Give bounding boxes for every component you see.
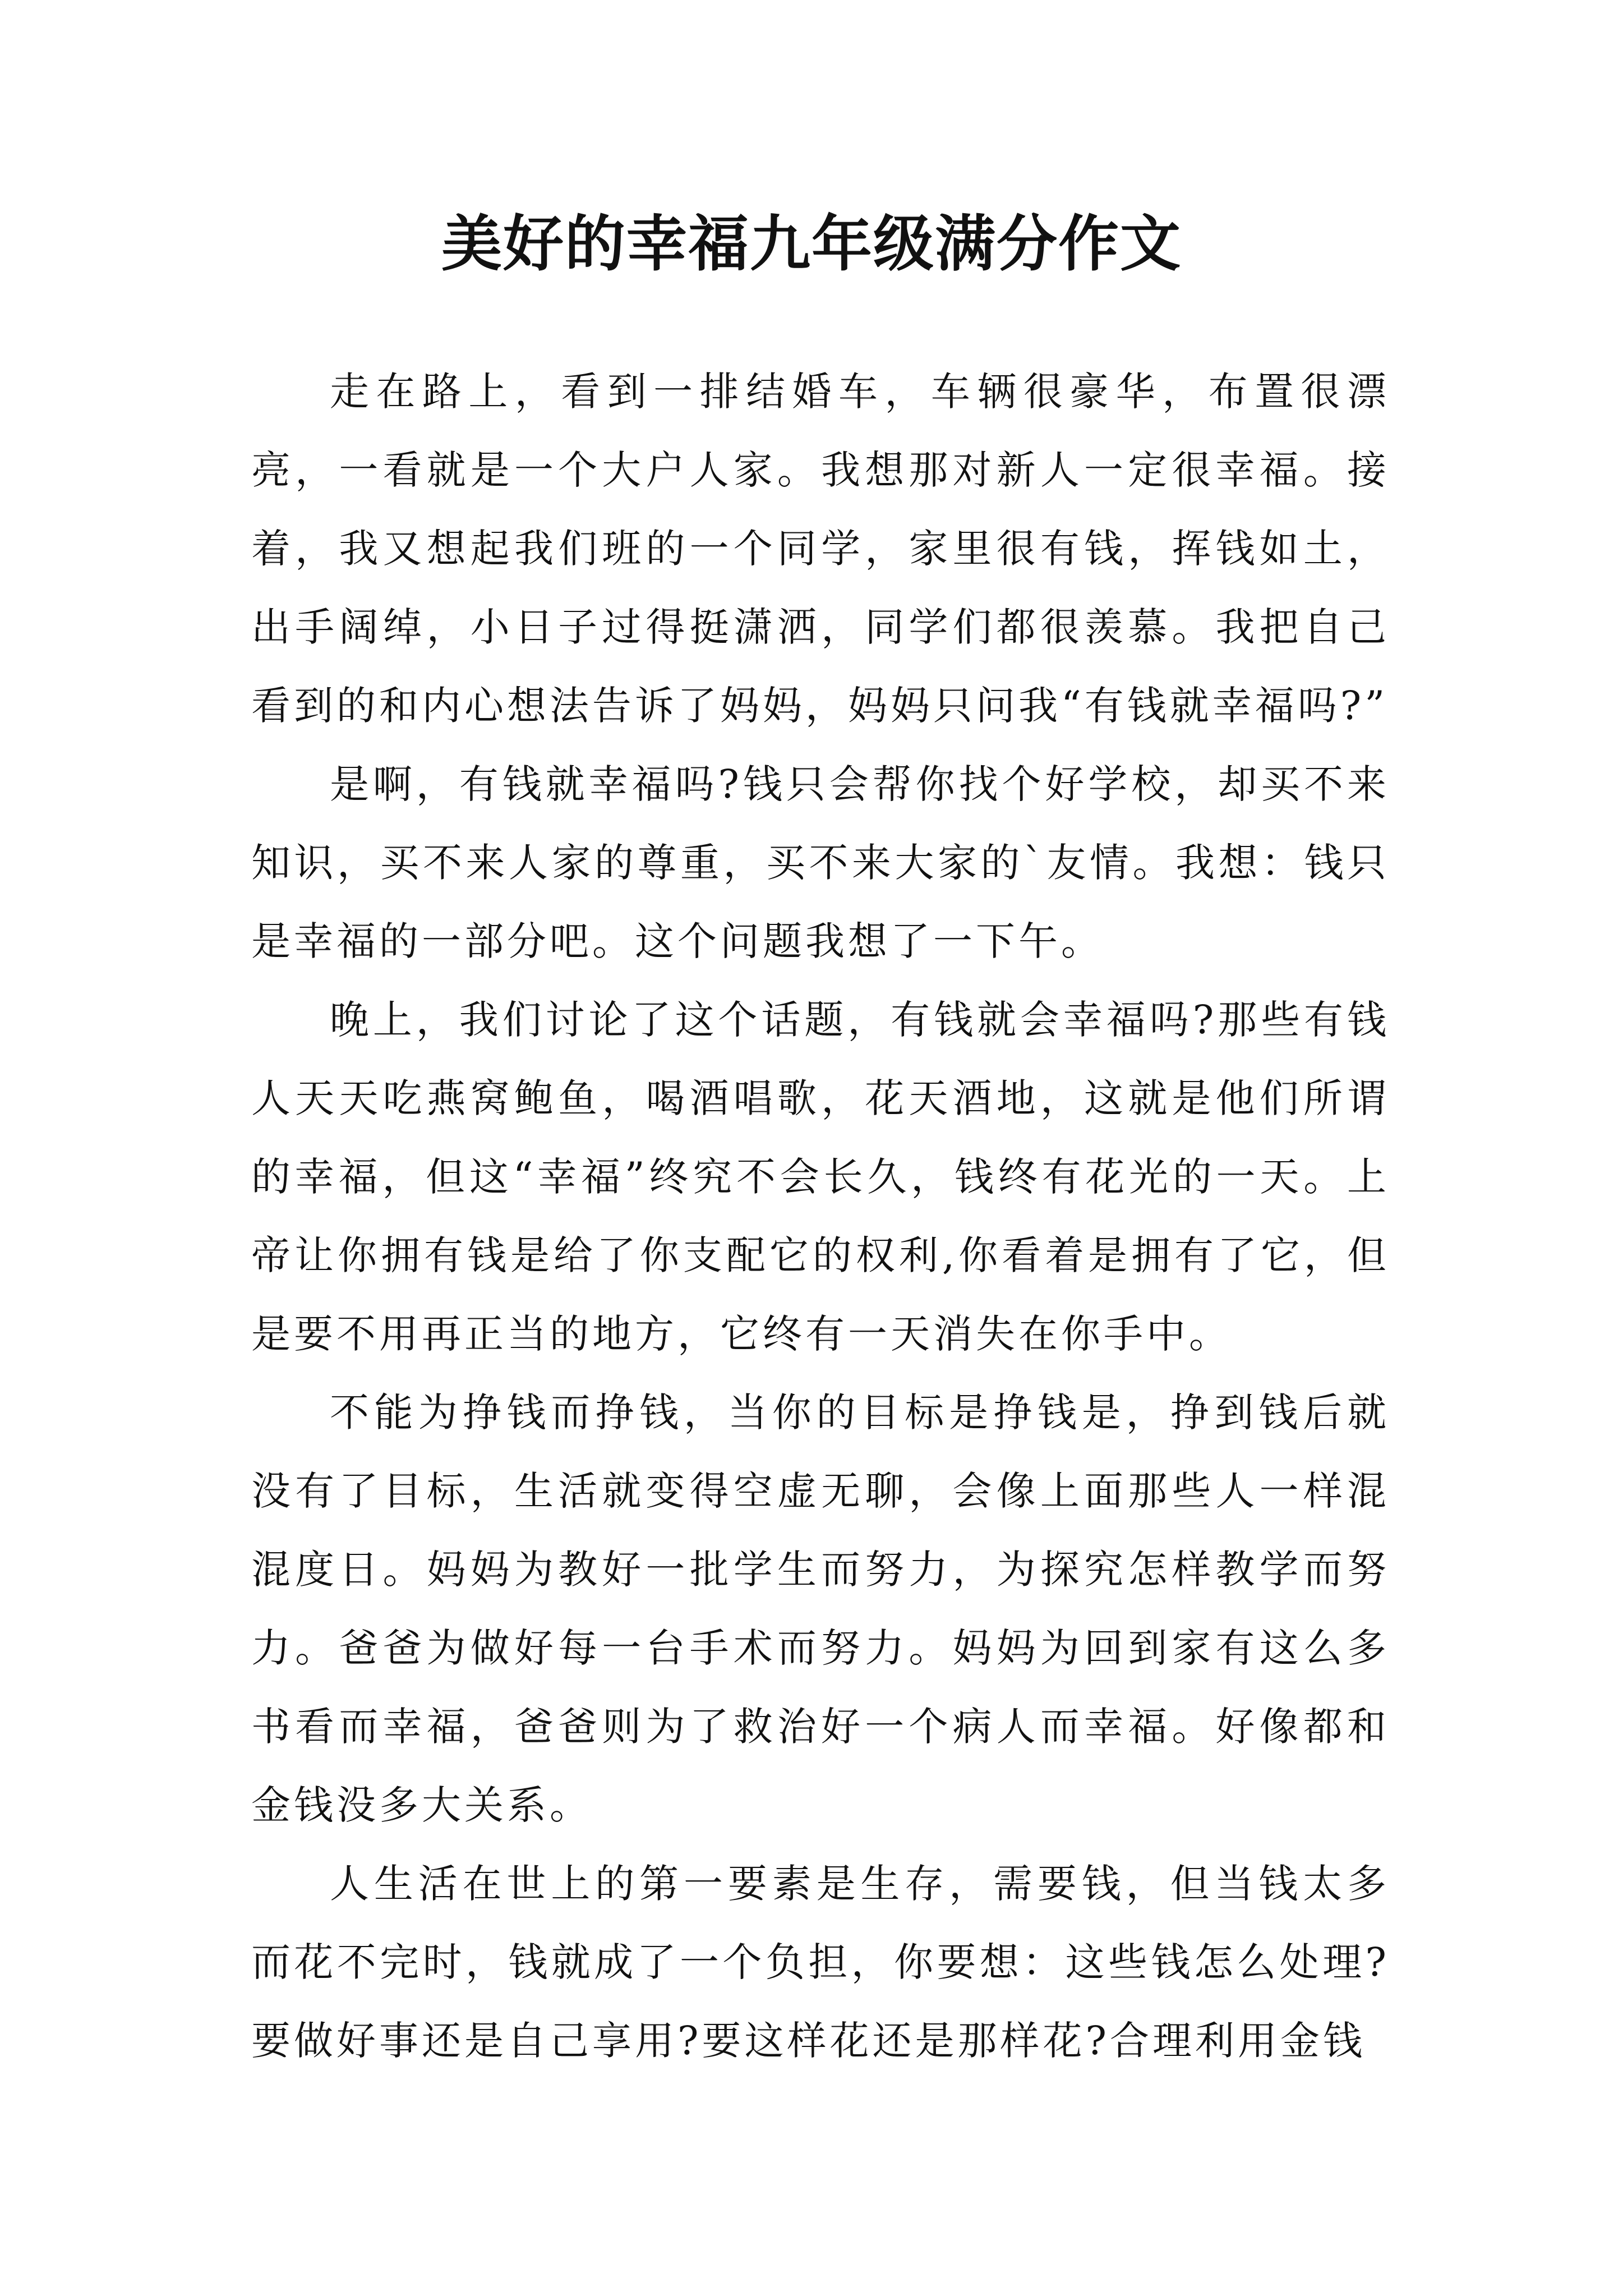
paragraph-2: 是啊，有钱就幸福吗?钱只会帮你找个好学校，却买不来知识，买不来人家的尊重，买不来大家的`友情。我想：钱只是幸福的一部分吧。这个问题我想了一下午。 <box>251 761 1390 964</box>
document-title: 美好的幸福九年级满分作文 <box>441 209 1182 279</box>
paragraph-1: 走在路上，看到一排结婚车，车辆很豪华，布置很漂亮，一看就是一个大户人家。我想那对新人一定很幸福。接着，我又想起我们班的一个同学，家里很有钱，挥钱如土，出手阔绰，小日子过得挺潇洒，同学们都很羡慕。我把自己看到的和内心想法告诉了妈妈，妈妈只问我“有钱就幸福吗?” <box>251 369 1390 729</box>
document-body <box>251 352 1390 2080</box>
paragraph-4: 不能为挣钱而挣钱，当你的目标是挣钱是，挣到钱后就没有了目标，生活就变得空虚无聊，会像上面那些人一样混混度日。妈妈为教好一批学生而努力，为探究怎样教学而努力。爸爸为做好每一台手术而努力。妈妈为回到家有这么多书看而幸福，爸爸则为了救治好一个病人而幸福。好像都和金钱没多大关系。 <box>251 1389 1390 1828</box>
paragraph-3: 晚上，我们讨论了这个话题，有钱就会幸福吗?那些有钱人天天吃燕窝鲍鱼，喝酒唱歌，花天酒地，这就是他们所谓的幸福，但这“幸福”终究不会长久，钱终有花光的一天。上帝让你拥有钱是给了你支配它的权利,你看着是拥有了它，但是要不用再正当的地方，它终有一天消失在你手中。 <box>251 997 1390 1357</box>
paragraph-5: 人生活在世上的第一要素是生存，需要钱，但当钱太多而花不完时，钱就成了一个负担，你要想：这些钱怎么处理?要做好事还是自己享用?要这样花还是那样花?合理利用金钱 <box>251 1861 1390 2064</box>
